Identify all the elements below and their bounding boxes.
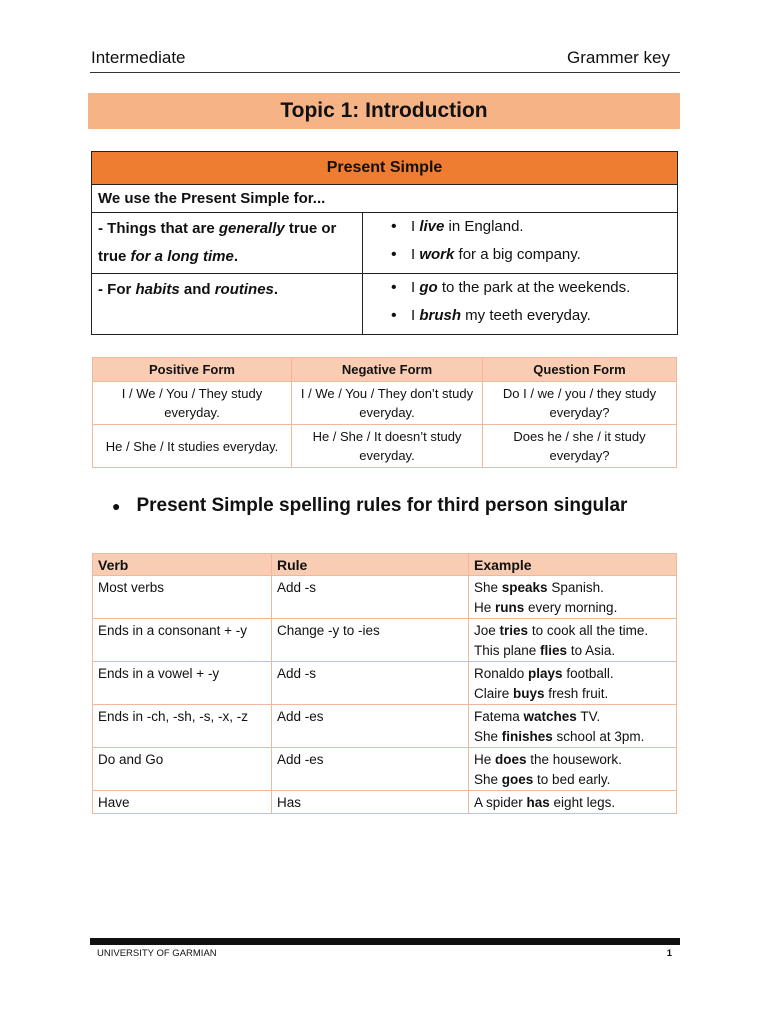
header-level: Intermediate <box>91 48 186 67</box>
use-examples <box>363 274 678 335</box>
page-header <box>90 48 680 73</box>
use-examples <box>363 213 678 274</box>
present-simple-title: Present Simple <box>92 152 678 185</box>
rule-cell: Add -s <box>272 662 469 705</box>
page-number: 1 <box>666 948 672 959</box>
table-cell: I / We / You / They study everyday. <box>93 382 292 425</box>
table-row <box>93 382 677 425</box>
example-item: • I go to the park at the weekends. <box>411 274 677 302</box>
example-item: • I brush my teeth everyday. <box>411 302 677 330</box>
verb-cell: Do and Go <box>93 748 272 791</box>
table-cell: Does he / she / it study everyday? <box>483 425 677 468</box>
example-cell: She speaks Spanish. He runs every morning. <box>469 576 677 619</box>
spelling-title-text: Present Simple spelling rules for third person singular <box>136 495 628 516</box>
use-row <box>92 274 678 335</box>
table-row <box>93 662 677 705</box>
question-form-header: Question Form <box>483 358 677 382</box>
table-row <box>93 748 677 791</box>
verb-cell: Have <box>93 791 272 814</box>
table-row <box>93 619 677 662</box>
table-row <box>93 425 677 468</box>
footer-divider <box>90 938 680 945</box>
bullet-icon: ● <box>112 498 121 514</box>
table-row <box>93 705 677 748</box>
rule-cell: Add -es <box>272 705 469 748</box>
example-cell: He does the housework. She goes to bed early. <box>469 748 677 791</box>
usage-intro: We use the Present Simple for... <box>92 185 678 213</box>
example-item: • I work for a big company. <box>411 241 677 269</box>
example-item: • I live in England. <box>411 213 677 241</box>
example-header: Example <box>469 554 677 576</box>
topic-title: Topic 1: Introduction <box>88 93 680 129</box>
example-cell: A spider has eight legs. <box>469 791 677 814</box>
footer-university: UNIVERSITY OF GARMIAN <box>97 948 217 959</box>
use-row <box>92 213 678 274</box>
use-description: - Things that are generally true or true for a long time. <box>92 213 363 274</box>
forms-table <box>92 357 677 468</box>
table-cell: Do I / we / you / they study everyday? <box>483 382 677 425</box>
table-cell: I / We / You / They don’t study everyday. <box>292 382 483 425</box>
verb-header: Verb <box>93 554 272 576</box>
table-row <box>93 576 677 619</box>
verb-cell: Ends in -ch, -sh, -s, -x, -z <box>93 705 272 748</box>
spelling-rules-table <box>92 553 677 814</box>
rule-cell: Add -es <box>272 748 469 791</box>
verb-cell: Ends in a vowel + -y <box>93 662 272 705</box>
negative-form-header: Negative Form <box>292 358 483 382</box>
use-description: - For habits and routines. <box>92 274 363 335</box>
table-cell: He / She / It doesn’t study everyday. <box>292 425 483 468</box>
example-cell: Fatema watches TV. She finishes school at 3pm. <box>469 705 677 748</box>
example-cell: Ronaldo plays football. Claire buys fresh fruit. <box>469 662 677 705</box>
rule-cell: Change -y to -ies <box>272 619 469 662</box>
verb-cell: Most verbs <box>93 576 272 619</box>
table-row <box>93 791 677 814</box>
rule-header: Rule <box>272 554 469 576</box>
page-footer <box>97 948 672 959</box>
rule-cell: Has <box>272 791 469 814</box>
present-simple-table <box>91 151 678 335</box>
verb-cell: Ends in a consonant + -y <box>93 619 272 662</box>
positive-form-header: Positive Form <box>93 358 292 382</box>
header-subject: Grammer key <box>567 48 670 67</box>
rule-cell: Add -s <box>272 576 469 619</box>
table-cell: He / She / It studies everyday. <box>93 425 292 468</box>
spelling-section-title <box>112 495 627 517</box>
example-cell: Joe tries to cook all the time. This plane flies to Asia. <box>469 619 677 662</box>
